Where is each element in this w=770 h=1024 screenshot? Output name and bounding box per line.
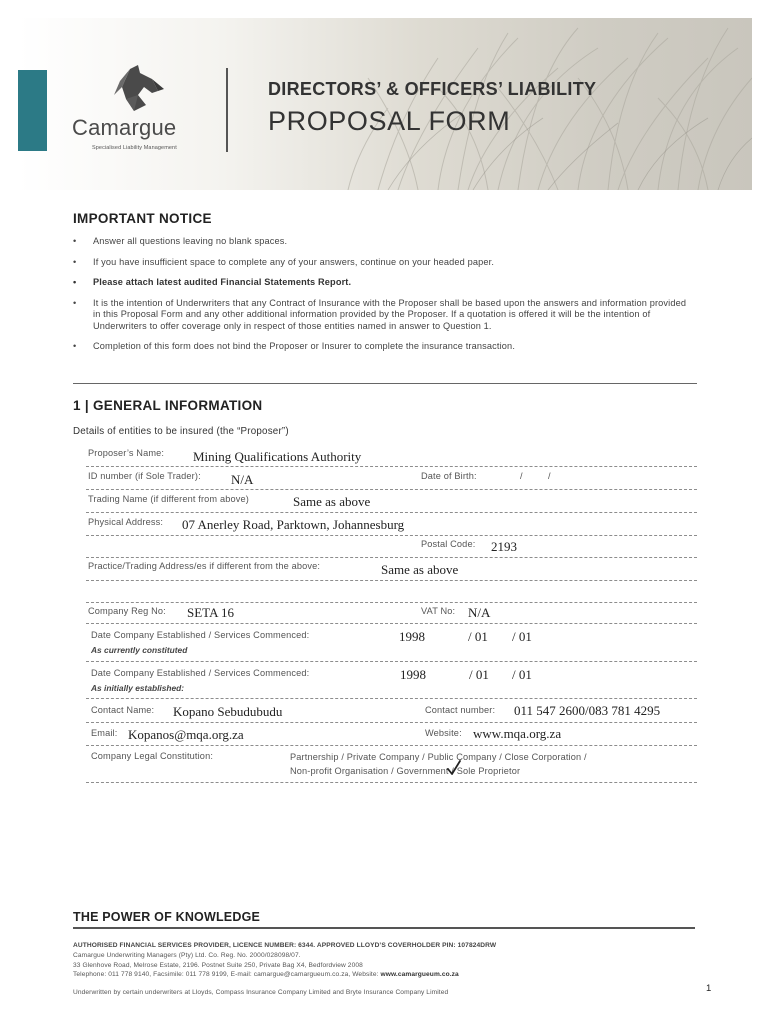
field-line xyxy=(86,623,697,624)
footer-contact-text: Telephone: 011 778 9140, Facsimile: 011 778 9199, E-mail: camargue@camargueum.co.za, Website: xyxy=(73,971,381,978)
checkmark-icon xyxy=(447,760,461,776)
proposer-name-label: Proposer’s Name: xyxy=(88,448,165,458)
date-established-label: Date Company Established / Services Commenced: xyxy=(91,630,310,640)
email-value[interactable]: Kopanos@mqa.org.za xyxy=(128,727,244,742)
important-notice-heading: IMPORTANT NOTICE xyxy=(73,211,212,226)
website-value[interactable]: www.mqa.org.za xyxy=(473,726,562,741)
company-reg-label: Company Reg No: xyxy=(88,606,166,616)
footer-contact-line xyxy=(73,971,459,978)
constitution-options-line: Partnership / Private Company / Public Company / Close Corporation / xyxy=(290,752,587,762)
footer-licence-line: AUTHORISED FINANCIAL SERVICES PROVIDER, LICENCE NUMBER: 6344. APPROVED LLOYD’S COVERHOLDER PIN: 107824DRW xyxy=(73,942,497,949)
page-number: 1 xyxy=(706,983,712,994)
field-line xyxy=(86,698,697,699)
field-line xyxy=(86,466,697,467)
notice-item: • Completion of this form does not bind the Proposer or Insurer to complete the insurance transaction. xyxy=(73,341,693,353)
form-title-line1: DIRECTORS’ & OFFICERS’ LIABILITY xyxy=(268,79,597,99)
field-line xyxy=(86,557,697,558)
legal-constitution-options[interactable] xyxy=(290,750,690,778)
proposer-name-value[interactable]: Mining Qualifications Authority xyxy=(193,449,362,464)
proposer-subheading: Details of entities to be insured (the “Proposer”) xyxy=(73,426,289,437)
dob-separator: / xyxy=(548,471,551,481)
field-line xyxy=(86,580,697,581)
constitution-options-line: Non-profit Organisation / Government / Sole Proprietor xyxy=(290,766,521,776)
website-label: Website: xyxy=(425,728,462,738)
field-line xyxy=(86,745,697,746)
notice-item: • Answer all questions leaving no blank spaces. xyxy=(73,236,693,248)
notice-item: • It is the intention of Underwriters that any Contract of Insurance with the Proposer shall be based upon the answers and information provided in this Proposal Form and any other additional information provided by the Proposer. If a quotation is offered it will be the intention of Underwriters to offer coverage only in respect of those entities named in answer to Question 1. xyxy=(73,298,693,333)
form-title-line2: PROPOSAL FORM xyxy=(268,106,511,136)
field-line xyxy=(86,782,697,783)
date-of-birth-label: Date of Birth: xyxy=(421,471,477,481)
legal-constitution-label: Company Legal Constitution: xyxy=(91,751,214,761)
date-established-label: Date Company Established / Services Commenced: xyxy=(91,668,310,678)
physical-address-value[interactable]: 07 Anerley Road, Parktown, Johannesburg xyxy=(182,517,405,532)
notice-item: • Please attach latest audited Financial Statements Report. xyxy=(73,277,693,289)
contact-name-label: Contact Name: xyxy=(91,705,155,715)
initial-date-year[interactable]: 1998 xyxy=(400,667,426,682)
field-line xyxy=(86,722,697,723)
id-number-value[interactable]: N/A xyxy=(231,472,254,487)
footer-website-link[interactable]: www.camargueum.co.za xyxy=(380,971,459,978)
date-established-day[interactable]: / 01 xyxy=(512,629,532,644)
camargue-logo xyxy=(68,65,218,160)
footer-address-line: 33 Glenhove Road, Melrose Estate, 2196. Postnet Suite 250, Private Bag X4, Bedfordview 2008 xyxy=(73,962,363,969)
footer-underwriters-line: Underwritten by certain underwriters at Lloyds, Compass Insurance Company Limited and Bryte Insurance Company Limited xyxy=(73,989,449,996)
field-line xyxy=(86,661,697,662)
initial-date-month[interactable]: / 01 xyxy=(469,667,489,682)
physical-address-label: Physical Address: xyxy=(88,517,164,527)
general-information-heading: 1 | GENERAL INFORMATION xyxy=(73,398,263,413)
practice-address-label: Practice/Trading Address/es if different from the above: xyxy=(88,561,321,571)
dob-separator: / xyxy=(520,471,523,481)
brand-name: Camargue xyxy=(72,115,177,140)
field-line xyxy=(86,535,697,536)
company-reg-value[interactable]: SETA 16 xyxy=(187,605,234,620)
trading-name-value[interactable]: Same as above xyxy=(293,494,371,509)
field-line xyxy=(86,489,697,490)
notice-item: • If you have insufficient space to complete any of your answers, continue on your headed paper. xyxy=(73,257,693,269)
trading-name-label: Trading Name (if different from above) xyxy=(88,494,249,504)
email-label: Email: xyxy=(91,728,118,738)
postal-code-value[interactable]: 2193 xyxy=(491,539,517,554)
notice-list xyxy=(73,236,693,362)
footer-heading: THE POWER OF KNOWLEDGE xyxy=(73,910,261,924)
date-established-month[interactable]: / 01 xyxy=(468,629,488,644)
accent-bar xyxy=(18,70,47,151)
footer-company-line: Camargue Underwriting Managers (Pty) Ltd. Co. Reg. No. 2000/028098/07. xyxy=(73,952,301,959)
field-line xyxy=(86,602,697,603)
contact-name-value[interactable]: Kopano Sebudubudu xyxy=(173,704,283,719)
initial-date-day[interactable]: / 01 xyxy=(512,667,532,682)
field-line xyxy=(86,512,697,513)
horse-head-icon xyxy=(108,65,164,113)
practice-address-value[interactable]: Same as above xyxy=(381,562,459,577)
postal-code-label: Postal Code: xyxy=(421,539,476,549)
currently-constituted-note: As currently constituted xyxy=(91,645,188,655)
section-divider xyxy=(73,383,697,384)
date-established-year[interactable]: 1998 xyxy=(399,629,425,644)
contact-number-label: Contact number: xyxy=(425,705,496,715)
footer-divider xyxy=(73,927,695,929)
brand-tagline: Specialised Liability Management xyxy=(92,145,177,151)
header-divider xyxy=(226,68,228,152)
vat-number-label: VAT No: xyxy=(421,606,456,616)
id-number-label: ID number (if Sole Trader): xyxy=(88,471,201,481)
vat-number-value[interactable]: N/A xyxy=(468,605,491,620)
initially-established-note: As initially established: xyxy=(91,683,185,693)
contact-number-value[interactable]: 011 547 2600/083 781 4295 xyxy=(514,703,661,718)
